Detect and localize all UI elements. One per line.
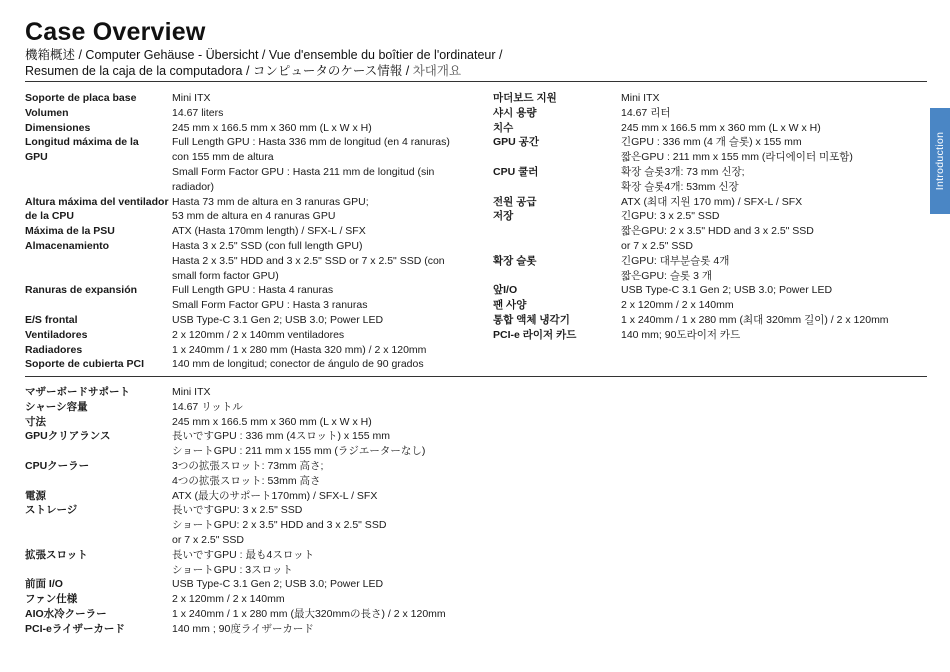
spec-row	[25, 385, 625, 400]
spec-label	[25, 548, 88, 563]
spec-label-line: PCI-e 라이저 카드	[493, 328, 577, 341]
spec-row	[493, 283, 927, 298]
spec-value	[621, 121, 927, 136]
spec-row	[25, 415, 625, 430]
subtitle-line-2-main: Resumen de la caja de la computadora / コンピュータのケース情報 /	[25, 64, 413, 78]
spec-label-line: マザーボードサポート	[25, 386, 130, 398]
spec-value-line: 긴GPU: 대부분슬롯 4개	[621, 254, 730, 267]
spec-row	[493, 298, 927, 313]
spec-value-line: Full Length GPU : Hasta 4 ranuras	[172, 284, 334, 297]
spec-label-line: GPUクリアランス	[25, 430, 111, 443]
spec-label	[25, 283, 137, 298]
spec-value-line: 長いですGPU: 3 x 2.5" SSD	[172, 504, 303, 517]
spec-label-line: 電源	[25, 489, 46, 502]
spec-label-line: AIO水冷クーラー	[25, 607, 107, 620]
spec-label-line: ファン仕様	[25, 593, 78, 606]
spec-value	[621, 91, 927, 106]
spec-value-line: 짧은GPU : 211 mm x 155 mm (라디에이터 미포함)	[621, 151, 853, 164]
spec-label-line: 마더보드 지원	[493, 92, 557, 104]
header-divider	[25, 81, 927, 82]
spec-label-line: Ranuras de expansión	[25, 284, 138, 297]
spec-value	[172, 429, 625, 459]
spec-row	[493, 135, 927, 165]
spec-label	[25, 459, 89, 474]
spec-value-line: small form factor GPU)	[172, 269, 279, 282]
spec-value	[172, 195, 485, 225]
spec-value	[172, 400, 625, 415]
spec-row	[493, 106, 927, 121]
spec-label-line: Longitud máxima de la	[25, 136, 139, 149]
spec-row	[25, 328, 485, 343]
side-tab-introduction[interactable]	[930, 108, 950, 214]
spec-value-line: 245 mm x 166.5 mm x 360 mm (L x W x H)	[621, 121, 821, 134]
spec-label	[25, 121, 90, 136]
spec-value	[621, 254, 927, 284]
spec-value-line: Hasta 2 x 3.5" HDD and 3 x 2.5" SSD or 7 x 2.5" SSD (con	[172, 254, 445, 267]
spec-value	[172, 489, 625, 504]
spec-label-line: 저장	[493, 210, 514, 223]
spec-value-line: 짧은GPU: 2 x 3.5" HDD and 3 x 2.5" SSD	[621, 225, 814, 238]
spec-row	[493, 254, 927, 284]
spec-row	[25, 121, 485, 136]
spec-row	[25, 106, 485, 121]
spec-label-line: 앞I/O	[493, 284, 518, 297]
spec-label-line: Radiadores	[25, 343, 83, 356]
spec-label	[493, 298, 526, 313]
spec-value	[172, 592, 625, 607]
spec-label-line: Altura máxima del ventilador	[25, 195, 169, 208]
spec-label-line: 샤시 용량	[493, 106, 537, 119]
spec-value	[621, 165, 927, 195]
spec-table-korean	[493, 91, 927, 343]
spec-row	[493, 313, 927, 328]
spec-value-line: 확장 슬롯3개: 73 mm 신장;	[621, 165, 745, 178]
spec-value	[621, 195, 927, 210]
spec-value-line: 긴GPU: 3 x 2.5" SSD	[621, 210, 720, 223]
spec-row	[25, 548, 625, 578]
spec-label-line: de la CPU	[25, 210, 75, 223]
spec-row	[25, 91, 485, 106]
section-divider	[25, 376, 927, 377]
spec-value	[621, 298, 927, 313]
spec-value-line: ATX (Hasta 170mm length) / SFX-L / SFX	[172, 225, 366, 238]
spec-value-line: 1 x 240mm / 1 x 280 mm (최대 320mm 길이) / 2 x 120mm	[621, 313, 889, 326]
spec-label	[493, 91, 557, 106]
spec-value-line: 53 mm de altura en 4 ranuras GPU	[172, 210, 336, 223]
spec-label	[25, 195, 169, 225]
spec-value	[172, 135, 485, 194]
side-tab-label: Introduction	[934, 131, 946, 191]
spec-row	[493, 209, 927, 253]
spec-label-line: PCI-eライザーカード	[25, 622, 125, 635]
spec-value-line: ショートGPU : 3スロット	[172, 563, 293, 576]
subtitle-line-1: 機箱概述 / Computer Gehäuse - Übersicht / Vue d'ensemble du boîtier de l'ordinateur /	[25, 48, 503, 62]
spec-value	[172, 239, 485, 283]
spec-value	[172, 459, 625, 489]
spec-row	[25, 343, 485, 358]
spec-value-line: 245 mm x 166.5 mm x 360 mm (L x W x H)	[172, 415, 372, 428]
spec-table-japanese	[25, 385, 625, 637]
spec-row	[25, 357, 485, 372]
spec-value	[172, 328, 485, 343]
spec-row	[25, 489, 625, 504]
spec-label	[493, 209, 513, 224]
spec-row	[25, 459, 625, 489]
spec-value	[621, 283, 927, 298]
spec-value-line: Mini ITX	[172, 92, 211, 104]
subtitle-line-2	[25, 63, 585, 79]
spec-value	[621, 135, 927, 165]
spec-value-line: 14.67 リットル	[172, 400, 243, 413]
spec-value	[172, 224, 485, 239]
spec-label	[493, 195, 537, 210]
spec-value	[621, 313, 927, 328]
spec-label	[25, 239, 109, 254]
spec-label-line: Volumen	[25, 106, 69, 119]
spec-label	[25, 135, 139, 165]
spec-value	[172, 343, 485, 358]
spec-value	[172, 283, 485, 313]
spec-label-line: GPU	[25, 151, 48, 164]
page-title: Case Overview	[25, 18, 206, 46]
spec-value	[172, 607, 625, 622]
spec-value-line: Full Length GPU : Hasta 336 mm de longitud (en 4 ranuras)	[172, 136, 450, 149]
spec-label-line: GPU 공간	[493, 136, 539, 149]
spec-label	[25, 415, 46, 430]
spec-value-line: 2 x 120mm / 2 x 140mm	[172, 593, 285, 606]
spec-value	[172, 622, 625, 637]
spec-row	[493, 91, 927, 106]
spec-row	[25, 503, 625, 547]
spec-table-spanish	[25, 91, 485, 372]
spec-label-line: CPU 쿨러	[493, 165, 539, 178]
spec-row	[25, 622, 625, 637]
spec-value-line: 14.67 liters	[172, 106, 224, 119]
spec-label	[25, 343, 82, 358]
page-subtitle	[25, 47, 585, 79]
spec-value-line: 245 mm x 166.5 mm x 360 mm (L x W x H)	[172, 121, 372, 134]
spec-row	[25, 313, 485, 328]
spec-value-line: 짧은GPU: 슬롯 3 개	[621, 269, 712, 282]
spec-value-line: 長いですGPU : 最も4スロット	[172, 548, 315, 561]
spec-value	[621, 328, 927, 343]
spec-value	[172, 577, 625, 592]
spec-row	[25, 283, 485, 313]
spec-label-line: Soporte de cubierta PCI	[25, 358, 145, 371]
spec-value	[621, 106, 927, 121]
spec-value-line: or 7 x 2.5" SSD	[172, 533, 245, 546]
spec-row	[25, 239, 485, 283]
spec-value-line: 14.67 리터	[621, 106, 671, 119]
spec-label	[25, 429, 110, 444]
spec-value-line: Small Form Factor GPU : Hasta 3 ranuras	[172, 299, 368, 312]
spec-value-line: 3つの拡張スロット: 73mm 高さ;	[172, 459, 324, 472]
spec-value-line: 4つの拡張スロット: 53mm 高さ	[172, 474, 321, 487]
spec-value-line: 2 x 120mm / 2 x 140mm ventiladores	[172, 328, 345, 341]
spec-value-line: or 7 x 2.5" SSD	[621, 239, 694, 252]
spec-row	[25, 607, 625, 622]
spec-value	[172, 357, 485, 372]
spec-label	[25, 607, 107, 622]
spec-label	[493, 313, 570, 328]
spec-row	[25, 577, 625, 592]
spec-value	[172, 313, 485, 328]
spec-label	[493, 106, 537, 121]
spec-label-line: Máxima de la PSU	[25, 225, 115, 238]
spec-row	[25, 224, 485, 239]
spec-value-line: Hasta 73 mm de altura en 3 ranuras GPU;	[172, 195, 369, 208]
spec-value-line: ATX (最大のサポート170mm) / SFX-L / SFX	[172, 489, 378, 502]
spec-label-line: 치수	[493, 121, 514, 134]
spec-value-line: Mini ITX	[172, 386, 211, 398]
spec-label-line: 팬 사양	[493, 299, 527, 312]
spec-value-line: 긴GPU : 336 mm (4 개 슬롯) x 155 mm	[621, 136, 802, 149]
spec-value-line: ショートGPU : 211 mm x 155 mm (ラジエーターなし)	[172, 445, 426, 458]
spec-value-line: 140 mm de longitud; conector de ángulo de 90 grados	[172, 358, 424, 371]
spec-value	[172, 503, 625, 547]
spec-value-line: 140 mm; 90도라이저 카드	[621, 328, 741, 341]
spec-label	[493, 254, 537, 269]
spec-label	[25, 622, 125, 637]
spec-value-line: 1 x 240mm / 1 x 280 mm (Hasta 320 mm) / 2 x 120mm	[172, 343, 427, 356]
spec-row	[25, 429, 625, 459]
spec-row	[25, 400, 625, 415]
spec-label-line: 寸法	[25, 415, 46, 428]
spec-label	[493, 165, 538, 180]
spec-value-line: ショートGPU: 2 x 3.5" HDD and 3 x 2.5" SSD	[172, 519, 387, 532]
spec-row	[493, 195, 927, 210]
spec-label-line: Almacenamiento	[25, 239, 110, 252]
spec-label-line: E/S frontal	[25, 313, 78, 326]
spec-value	[172, 415, 625, 430]
spec-value-line: 2 x 120mm / 2 x 140mm	[621, 299, 734, 312]
spec-row	[493, 121, 927, 136]
spec-label-line: 전원 공급	[493, 195, 537, 208]
spec-row	[493, 165, 927, 195]
spec-value	[172, 91, 485, 106]
spec-value-line: USB Type-C 3.1 Gen 2; USB 3.0; Power LED	[172, 578, 384, 591]
spec-label-line: 拡張スロット	[25, 548, 88, 561]
spec-value-line: 140 mm ; 90度ライザーカード	[172, 622, 314, 635]
spec-label-line: シャーシ容量	[25, 400, 88, 413]
spec-label	[25, 592, 77, 607]
spec-label	[25, 313, 78, 328]
spec-label-line: ストレージ	[25, 504, 78, 517]
spec-label	[493, 283, 517, 298]
spec-label	[25, 577, 63, 592]
spec-value	[172, 385, 625, 400]
spec-label	[25, 106, 69, 121]
spec-value-line: ATX (최대 지원 170 mm) / SFX-L / SFX	[621, 195, 803, 208]
spec-label	[25, 91, 136, 106]
spec-label	[25, 357, 144, 372]
spec-label-line: Ventiladores	[25, 328, 88, 341]
spec-value-line: radiador)	[172, 180, 215, 193]
spec-value	[172, 548, 625, 578]
spec-value-line: Hasta 3 x 2.5" SSD (con full length GPU)	[172, 239, 363, 252]
spec-label	[25, 503, 77, 518]
spec-value	[172, 121, 485, 136]
spec-label	[25, 385, 130, 400]
spec-label	[493, 328, 576, 343]
spec-label	[25, 328, 87, 343]
spec-value-line: con 155 mm de altura	[172, 151, 274, 164]
spec-value	[172, 106, 485, 121]
spec-label	[493, 121, 513, 136]
spec-row	[25, 195, 485, 225]
spec-value-line: 1 x 240mm / 1 x 280 mm (最大320mmの長さ) / 2 x 120mm	[172, 607, 446, 620]
spec-label	[25, 400, 88, 415]
spec-value-line: Small Form Factor GPU : Hasta 211 mm de longitud (sin	[172, 165, 435, 178]
spec-value-line: Mini ITX	[621, 92, 660, 104]
spec-label	[25, 489, 46, 504]
spec-label-line: Dimensiones	[25, 121, 91, 134]
spec-value-line: USB Type-C 3.1 Gen 2; USB 3.0; Power LED	[621, 284, 833, 297]
spec-label	[493, 135, 539, 150]
spec-label	[25, 224, 115, 239]
spec-label-line: 통합 액체 냉각기	[493, 313, 570, 326]
spec-label-line: 前面 I/O	[25, 578, 63, 591]
spec-row	[493, 328, 927, 343]
spec-value-line: 長いですGPU : 336 mm (4スロット) x 155 mm	[172, 430, 390, 443]
spec-value-line: 확장 슬롯4개: 53mm 신장	[621, 180, 739, 193]
spec-value-line: USB Type-C 3.1 Gen 2; USB 3.0; Power LED	[172, 313, 384, 326]
spec-row	[25, 592, 625, 607]
spec-label-line: CPUクーラー	[25, 459, 90, 472]
spec-value	[621, 209, 927, 253]
subtitle-line-2-korean: 차대개요	[412, 64, 462, 78]
spec-label-line: Soporte de placa base	[25, 92, 137, 104]
spec-row	[25, 135, 485, 194]
spec-label-line: 확장 슬롯	[493, 254, 537, 267]
